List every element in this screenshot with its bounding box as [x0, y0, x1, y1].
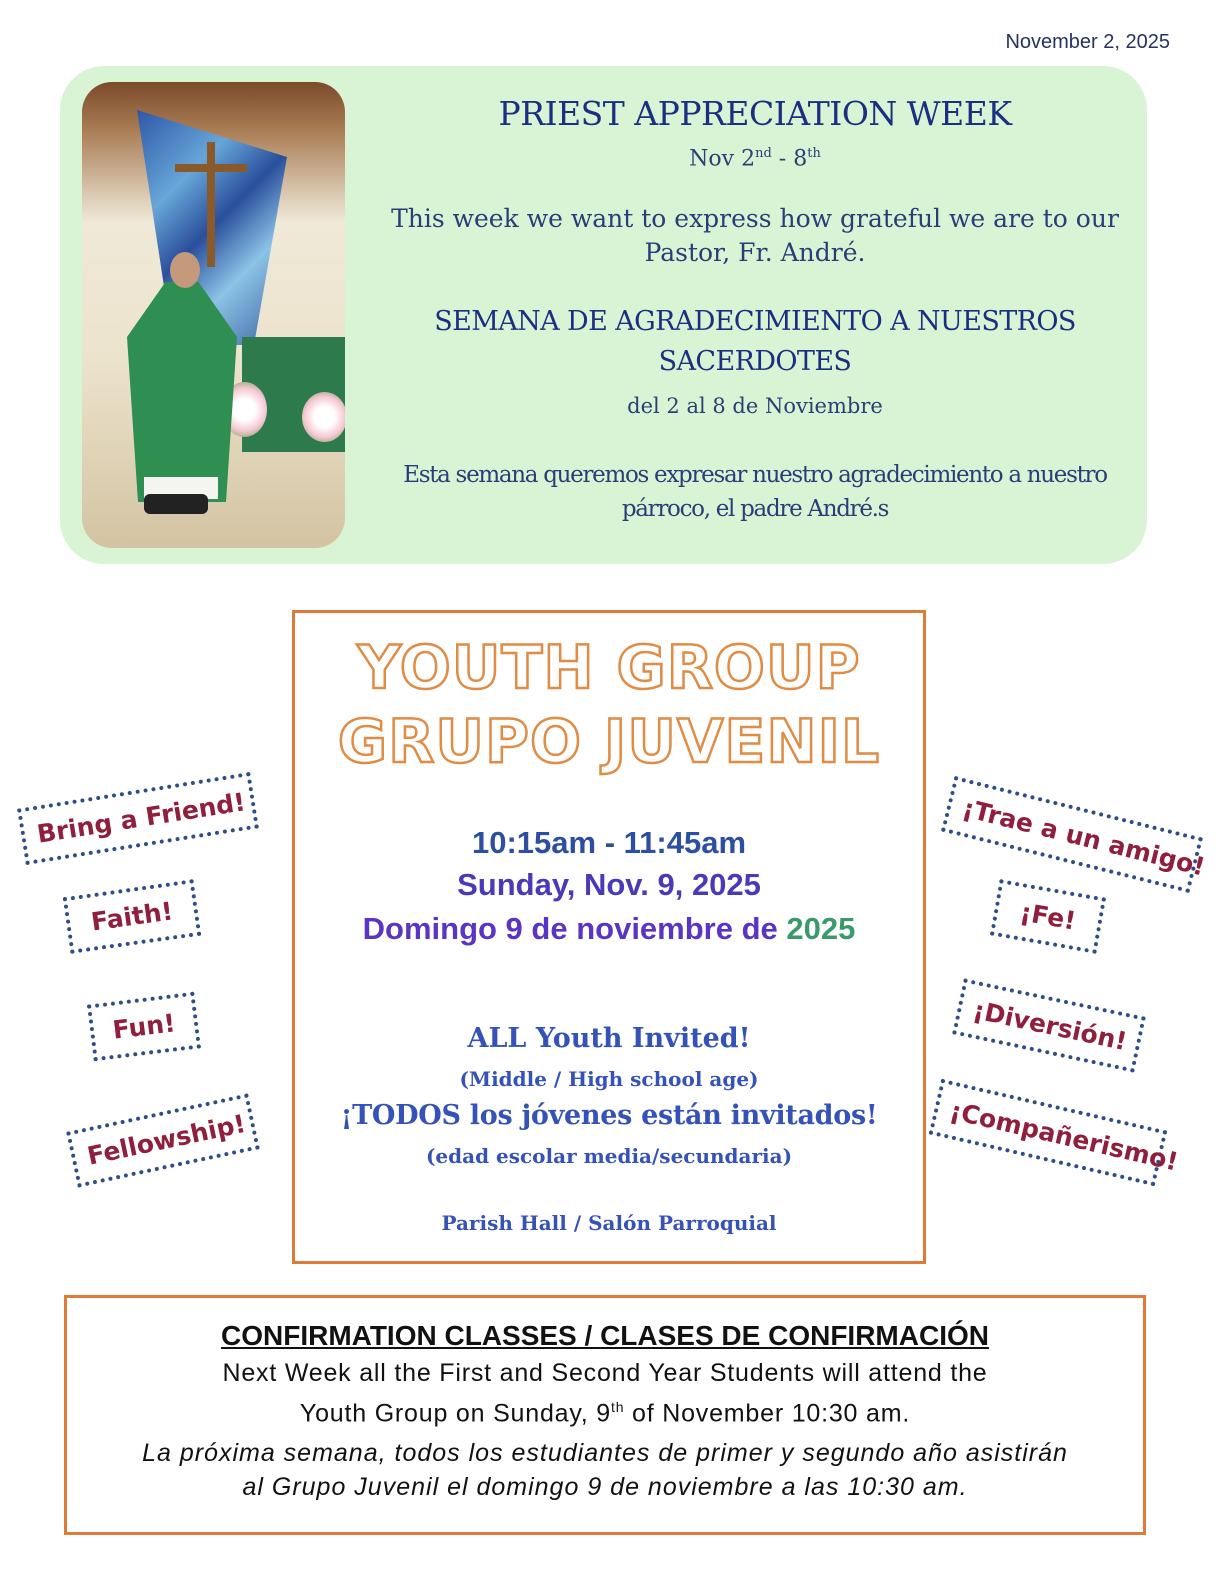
confirmation-notice — [64, 1295, 1146, 1535]
youth-age-english: (Middle / High school age) — [459, 1067, 759, 1091]
sticker-diversion: ¡Diversión! — [952, 978, 1146, 1072]
sticker-fellowship: Fellowship! — [66, 1093, 260, 1187]
sticker-fe: ¡Fe! — [990, 879, 1106, 954]
priest-appreciation-panel — [60, 66, 1147, 564]
sticker-fun: Fun! — [87, 992, 201, 1062]
sticker-trae-un-amigo: ¡Trae a un amigo! — [941, 776, 1203, 893]
flowers-right — [302, 392, 345, 442]
youth-invited-english: ALL Youth Invited! — [467, 1023, 751, 1054]
youth-location: Parish Hall / Salón Parroquial — [441, 1211, 777, 1235]
bulletin-date: November 2, 2025 — [1005, 31, 1170, 53]
sticker-companerismo: ¡Compañerismo! — [929, 1079, 1168, 1187]
youth-group-flyer — [292, 610, 926, 1264]
youth-date-spanish: Domingo 9 de noviembre de 2025 — [362, 911, 856, 946]
confirmation-title: CONFIRMATION CLASSES / CLASES DE CONFIRMACIÓN — [221, 1320, 989, 1351]
priest-spanish-title: SEMANA DE AGRADECIMIENTO A NUESTROS SACERDOTES — [434, 306, 1076, 377]
confirmation-english-text: Next Week all the First and Second Year Students will attend the Youth Group on Sunday, 9th of November 10:30 am. — [222, 1359, 988, 1428]
priest-week-dates: Nov 2nd - 8th — [689, 146, 821, 172]
crucifix-bar — [175, 164, 247, 172]
priest-english-text: This week we want to express how grateful we are to our Pastor, Fr. André. — [391, 204, 1119, 267]
confirmation-spanish-text: La próxima semana, todos los estudiantes de primer y segundo año asistirán al Grupo Juvenil el domingo 9 de noviembre a las 10:30 am. — [142, 1439, 1068, 1501]
priest-week-title: PRIEST APPRECIATION WEEK — [498, 94, 1012, 133]
priest-photo — [82, 82, 345, 548]
priest-spanish-text: Esta semana queremos expresar nuestro agradecimiento a nuestro párroco, el padre André.s — [403, 462, 1107, 522]
crucifix — [207, 142, 215, 267]
priest-spanish-dates: del 2 al 8 de Noviembre — [627, 394, 883, 418]
priest-head — [170, 252, 200, 288]
youth-title-english: YOUTH GROUP — [357, 633, 861, 703]
youth-invited-spanish: ¡TODOS los jóvenes están invitados! — [340, 1100, 878, 1131]
priest-feet — [144, 494, 208, 514]
sticker-faith: Faith! — [63, 879, 202, 954]
youth-date-english: Sunday, Nov. 9, 2025 — [457, 867, 761, 902]
youth-age-spanish: (edad escolar media/secundaria) — [425, 1144, 793, 1168]
youth-time: 10:15am - 11:45am — [471, 825, 747, 860]
sticker-bring-a-friend: Bring a Friend! — [17, 772, 259, 865]
priest-figure — [127, 282, 237, 502]
youth-title-spanish: GRUPO JUVENIL — [337, 707, 881, 777]
